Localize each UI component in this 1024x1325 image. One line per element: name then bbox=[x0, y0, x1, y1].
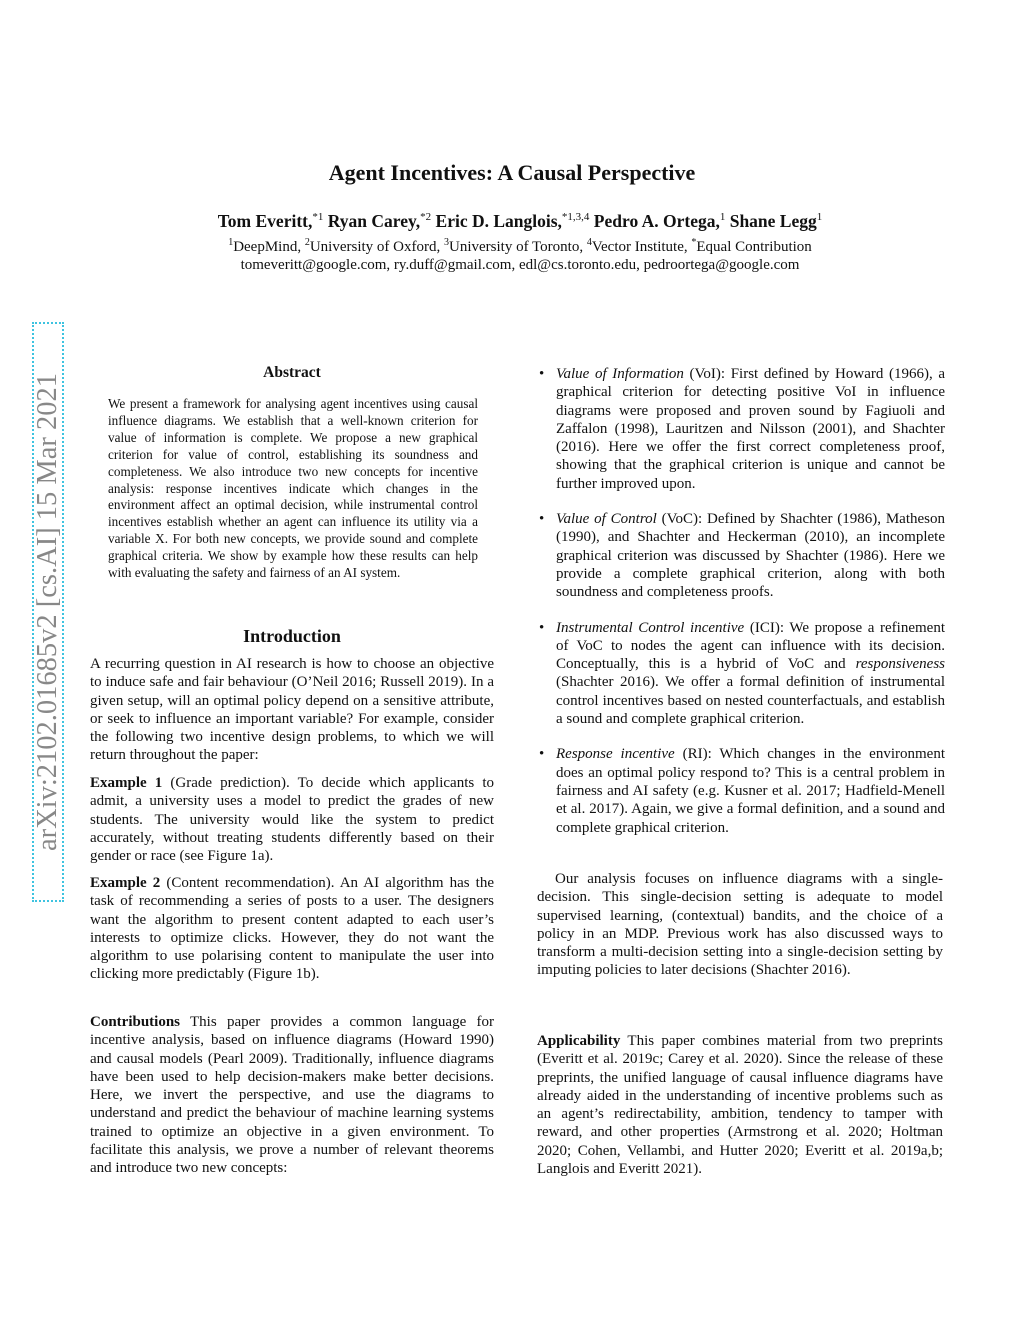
intro-paragraph: A recurring question in AI research is how to choose an objective to induce safe and fair behaviour (O’Neil 2016; Russell 2019). In a given setup, will an optimal policy depend on a sensitive attribute, or seek to influence an important variable? For example, consider the following two incentive design problems, to which we will return throughout the paper: bbox=[90, 656, 494, 764]
example-1 bbox=[90, 774, 494, 865]
introduction-heading: Introduction bbox=[243, 626, 341, 646]
applicability-text: This paper combines material from two preprints (Everitt et al. 2019c; Carey et al. 2020). Since the release of these preprints, the unified language of causal influence diagrams have already aided in the understanding of incentive problems such as an agent’s redirectability, ambition, tendency to tamper with reward, and other properties (Armstrong et al. 2020; Holtman 2020; Cohen, Vellambi, and Hutter 2020; Everitt et al. 2019a,b; Langlois and Everitt 2021). bbox=[537, 1033, 943, 1178]
example-label: Example 1 bbox=[90, 775, 163, 791]
bullet-icon: • bbox=[539, 746, 545, 763]
example-text: An AI algorithm has the task of recommending a series of posts to a user. The designers want the algorithm to present content adapted to each user’s interests to optimize clicks. However, they do not want the algorithm to use polarising content to manipulate the user into clicking more predictably (Figure 1b). bbox=[90, 875, 494, 983]
author-marker: 1 bbox=[816, 211, 823, 224]
example-text: To decide which applicants to admit, a university uses a model to predict the grades of new students. The university would like the system to predict accurately, without treating students differently based on their gender or race (see Figure 1a). bbox=[90, 775, 494, 865]
bullet-icon: • bbox=[539, 366, 545, 382]
author-name: Ryan Carey, bbox=[327, 211, 421, 231]
affil-name: DeepMind, bbox=[233, 239, 305, 255]
affil-name: Vector Institute, bbox=[591, 239, 692, 255]
author-marker: *2 bbox=[420, 211, 432, 224]
affil-marker: 4 bbox=[586, 237, 592, 248]
affiliations bbox=[0, 237, 1024, 256]
bullet-icon: • bbox=[539, 511, 545, 528]
concept-term: Instrumental Control incentive bbox=[556, 619, 745, 636]
example-2 bbox=[90, 874, 494, 984]
author-name: Shane Legg bbox=[729, 211, 817, 231]
concept-text: (VoI): First defined by Howard (1966), a graphical criterion for detecting positive VoI in influence diagrams were proposed and proven sound by Fagiuoli and Zaffalon (1998), Lauritzen and Nilsson (2001), and Shachter (2016). Here we offer the first correct completeness proof, showing that the graphical criterion is unique and cannot be further improved upon. bbox=[556, 366, 945, 492]
abstract-heading: Abstract bbox=[263, 364, 321, 381]
affil-name: Equal Contribution bbox=[696, 239, 812, 255]
applicability-paragraph bbox=[537, 1032, 943, 1178]
affil-marker: 3 bbox=[444, 237, 449, 248]
contributions-paragraph bbox=[90, 1013, 494, 1178]
affil-marker: 2 bbox=[304, 237, 310, 248]
applicability-label: Applicability bbox=[537, 1033, 621, 1049]
bullet-icon: • bbox=[539, 619, 545, 636]
concept-text: (RI): Which changes in the environment does an optimal policy respond to? This is a central problem in fairness and AI safety (e.g. Kusner et al. 2017; Hadfield-Menell et al. 2017). Again, we give a formal definition, and a sound and complete graphical criterion. bbox=[556, 746, 945, 836]
concept-term: Value of Information bbox=[556, 366, 684, 382]
affil-name: University of Oxford, bbox=[309, 239, 444, 255]
concept-term: Value of Control bbox=[556, 511, 657, 528]
concept-term: Response incentive bbox=[556, 746, 675, 763]
list-item bbox=[537, 745, 945, 836]
concept-text: (Shachter 2016). We offer a formal definition of instrumental control incentives based on nested counterfactuals, and establish a sound and complete graphical criterion. bbox=[556, 674, 945, 728]
author-name: Eric D. Langlois, bbox=[435, 211, 562, 231]
example-caption: (Content recommendation). bbox=[160, 875, 335, 891]
author-list bbox=[0, 211, 1024, 232]
example-caption: (Grade prediction). bbox=[162, 775, 290, 791]
contributions-text: This paper provides a common language for incentive analysis, based on influence diagrams (Howard 1990) and causal models (Pearl 2009). Traditionally, influence diagrams have been used to help decision-makers make better decisions. Here, we invert the perspective, and use the diagrams to understand and predict the behaviour of machine learning systems trained to optimize an objective in a given environment. To facilitate this analysis, we prove a number of relevant theorems and introduce two new concepts: bbox=[90, 1014, 494, 1177]
list-item bbox=[537, 510, 945, 601]
concept-text: (VoC): Defined by Shachter (1986), Matheson (1990), and Shachter and Heckerman (2010), an incomplete graphical criterion was discussed by Shachter (1986). Here we provide a complete graphical criterion, along with both soundness and completeness proofs. bbox=[556, 511, 945, 601]
arxiv-stamp[interactable]: arXiv:2102.01685v2 [cs.AI] 15 Mar 2021 bbox=[32, 322, 64, 902]
affil-name: University of Toronto, bbox=[449, 239, 587, 255]
abstract-text: We present a framework for analysing agent incentives using causal influence diagrams. We establish that a well-known criterion for value of information is complete. We propose a new graphical criterion for value of control, establishing its soundness and completeness. We also introduce two new concepts for incentive analysis: response incentives indicate which changes in the environment affect an optimal decision, while instrumental control incentives establish whether an agent can influence its utility via a variable X. For both new concepts, we provide sound and complete graphical criteria. We show by example how these results can help with evaluating the safety and fairness of an AI system. bbox=[108, 396, 478, 581]
author-name: Pedro A. Ortega, bbox=[593, 211, 720, 231]
affil-marker: * bbox=[691, 237, 697, 248]
affil-marker: 1 bbox=[228, 237, 234, 248]
author-marker: *1,3,4 bbox=[561, 211, 590, 224]
author-emails: tomeveritt@google.com, ry.duff@gmail.com, edl@cs.toronto.edu, pedroortega@google.com bbox=[240, 257, 800, 273]
author-marker: 1 bbox=[719, 211, 726, 224]
contributions-label: Contributions bbox=[90, 1014, 181, 1030]
paper-title: Agent Incentives: A Causal Perspective bbox=[328, 160, 696, 185]
author-name: Tom Everitt, bbox=[217, 211, 313, 231]
list-item bbox=[537, 365, 945, 493]
concept-term: responsiveness bbox=[855, 656, 945, 673]
author-marker: *1 bbox=[312, 211, 324, 224]
concept-list bbox=[537, 365, 945, 837]
list-item bbox=[537, 619, 945, 729]
example-label: Example 2 bbox=[90, 875, 161, 891]
analysis-paragraph: Our analysis focuses on influence diagrams with a single-decision. This single-decision setting is adequate to model supervised learning, (contextual) bandits, and the choice of a policy in an MDP. Previous work has also discussed ways to transform a multi-decision setting into a single-decision setting by imputing policies to later decisions (Shachter 2016). bbox=[537, 871, 943, 979]
concept-text: (ICI): We propose a refinement of VoC to nodes the agent can influence with its decision. Conceptually, this is a hybrid of VoC and bbox=[556, 619, 945, 673]
